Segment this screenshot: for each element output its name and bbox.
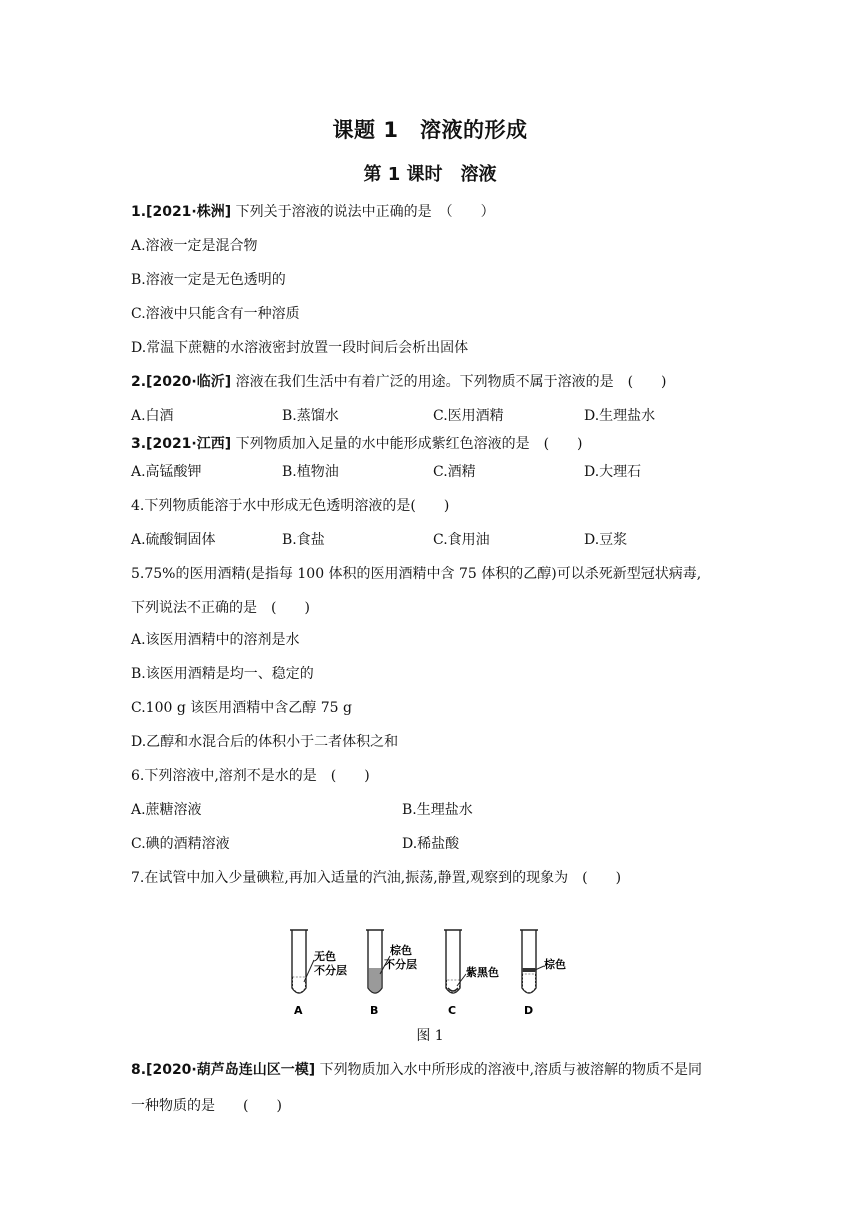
option-text: C.酒精 bbox=[433, 464, 476, 480]
option-text: D.豆浆 bbox=[584, 532, 628, 548]
page-title: 课题 1 溶液的形成 bbox=[332, 118, 528, 142]
option-text: B.植物油 bbox=[282, 464, 339, 480]
tube-letter: D bbox=[524, 1004, 534, 1017]
option-text: C.医用酒精 bbox=[433, 408, 504, 424]
question-source: 3.[2021·江西] bbox=[131, 436, 232, 452]
question-2 bbox=[131, 372, 667, 392]
tube-label: 棕色 bbox=[390, 944, 412, 957]
option-text: A.溶液一定是混合物 bbox=[131, 238, 258, 254]
option-text: B.溶液一定是无色透明的 bbox=[131, 272, 286, 288]
option-text: C.食用油 bbox=[433, 532, 490, 548]
question-6: 6.下列溶液中,溶剂不是水的是 ( ) bbox=[131, 768, 370, 784]
option-text: A.蔗糖溶液 bbox=[131, 802, 202, 818]
question-7: 7.在试管中加入少量碘粒,再加入适量的汽油,振荡,静置,观察到的现象为 ( ) bbox=[131, 870, 622, 886]
option-text: B.该医用酒精是均一、稳定的 bbox=[131, 666, 314, 682]
test-tube-b bbox=[366, 930, 417, 1017]
question-4: 4.下列物质能溶于水中形成无色透明溶液的是( ) bbox=[131, 498, 450, 514]
tube-letter: B bbox=[370, 1004, 379, 1017]
question-source: 2.[2020·临沂] bbox=[131, 374, 232, 390]
option-text: C.100 g 该医用酒精中含乙醇 75 g bbox=[131, 700, 352, 716]
question-source: 8.[2020·葫芦岛连山区一模] bbox=[131, 1062, 316, 1078]
option-text: D.稀盐酸 bbox=[402, 836, 460, 852]
option-text: B.蒸馏水 bbox=[282, 408, 339, 424]
test-tube-figure bbox=[280, 922, 580, 1022]
question-8 bbox=[131, 1060, 702, 1080]
question-stem: 溶液在我们生活中有着广泛的用途。下列物质不属于溶液的是 ( ) bbox=[231, 374, 667, 390]
page-subtitle: 第 1 课时 溶液 bbox=[363, 164, 497, 185]
test-tube-d bbox=[520, 930, 566, 1017]
option-text: A.硫酸铜固体 bbox=[131, 532, 216, 548]
tube-label: 不分层 bbox=[384, 958, 417, 971]
question-source: 1.[2021·株洲] bbox=[131, 204, 232, 220]
test-tube-c bbox=[444, 930, 499, 1017]
tube-letter: C bbox=[448, 1004, 457, 1017]
tube-label: 不分层 bbox=[314, 964, 347, 977]
option-text: D.大理石 bbox=[584, 464, 642, 480]
question-stem: 下列物质加入足量的水中能形成紫红色溶液的是 ( ) bbox=[231, 436, 583, 452]
tube-label: 紫黑色 bbox=[466, 966, 499, 979]
question-stem: 下列关于溶液的说法中正确的是 （ ） bbox=[231, 204, 495, 220]
tube-label: 棕色 bbox=[544, 958, 566, 971]
question-1 bbox=[131, 202, 495, 222]
test-tube-a bbox=[290, 930, 347, 1017]
option-text: D.生理盐水 bbox=[584, 408, 656, 424]
option-text: C.溶液中只能含有一种溶质 bbox=[131, 306, 300, 322]
option-text: A.该医用酒精中的溶剂是水 bbox=[131, 632, 300, 648]
option-text: A.高锰酸钾 bbox=[131, 464, 202, 480]
option-text: D.常温下蔗糖的水溶液密封放置一段时间后会析出固体 bbox=[131, 340, 469, 356]
option-text: B.生理盐水 bbox=[402, 802, 473, 818]
tube-label: 无色 bbox=[314, 950, 336, 963]
tube-letter: A bbox=[294, 1004, 303, 1017]
question-5-line-1: 5.75%的医用酒精(是指每 100 体积的医用酒精中含 75 体积的乙醇)可以杀死新型冠状病毒, bbox=[131, 566, 702, 582]
option-text: B.食盐 bbox=[282, 532, 325, 548]
option-text: D.乙醇和水混合后的体积小于二者体积之和 bbox=[131, 734, 399, 750]
option-text: A.白酒 bbox=[131, 408, 174, 424]
question-stem: 下列物质加入水中所形成的溶液中,溶质与被溶解的物质不是同 bbox=[315, 1062, 703, 1078]
question-8-line-2: 一种物质的是 ( ) bbox=[131, 1098, 282, 1114]
figure-caption: 图 1 bbox=[416, 1028, 444, 1044]
option-text: C.碘的酒精溶液 bbox=[131, 836, 230, 852]
question-3 bbox=[131, 434, 583, 454]
question-5-line-2: 下列说法不正确的是 ( ) bbox=[131, 600, 310, 616]
